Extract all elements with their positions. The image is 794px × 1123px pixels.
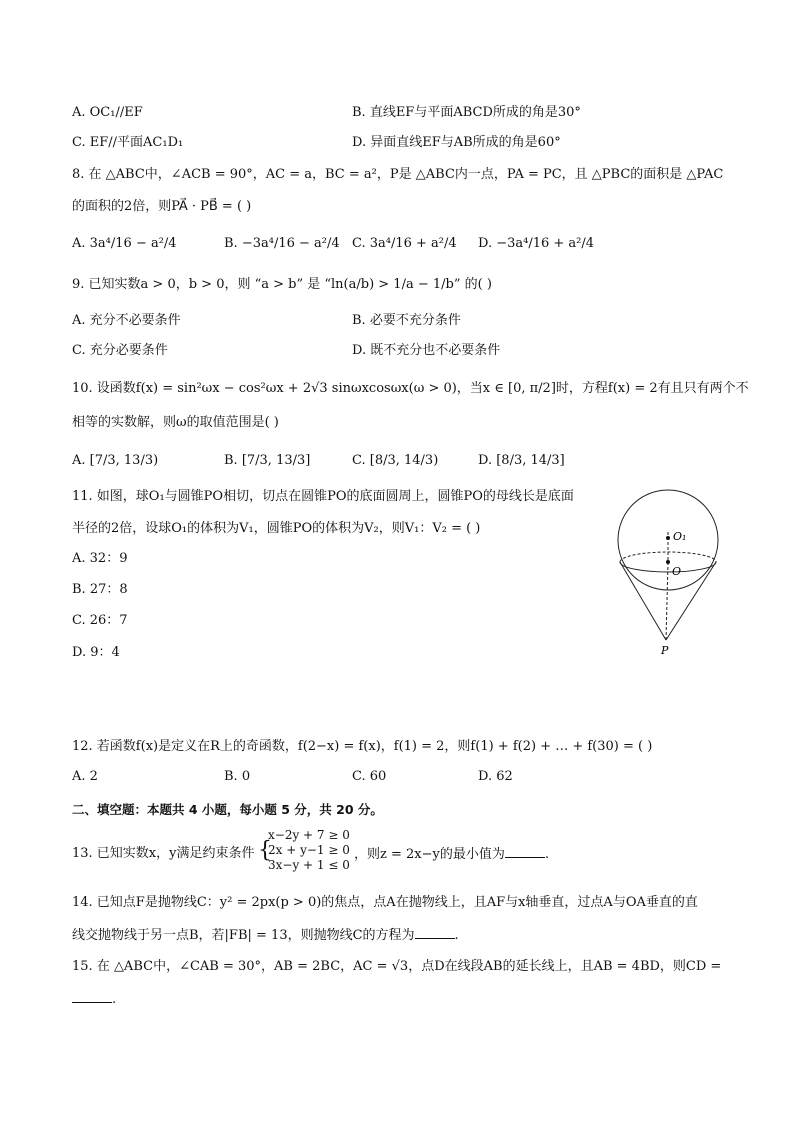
q8-option-a: A. 3a⁴/16 − a²/4 [72,236,177,251]
q8-option-b: B. −3a⁴/16 − a²/4 [224,236,340,251]
q15-stem-line2 [72,990,116,1009]
label-p: P [661,644,669,657]
q9-stem: 9. 已知实数a > 0，b > 0，则 “a > b” 是 “ln(a/b) > 1/a − 1/b” 的( ) [72,277,492,292]
q12-option-d: D. 62 [478,769,513,784]
q14-stem-line2 [72,926,459,945]
q9-option-d: D. 既不充分也不必要条件 [352,343,501,358]
q13-constraint-3: 3x−y + 1 ≤ 0 [268,858,350,872]
q11-stem-line2: 半径的2倍，设球O₁的体积为V₁，圆锥PO的体积为V₂，则V₁：V₂ = ( ) [72,521,481,536]
point-o1 [666,536,670,540]
label-o: O [672,565,682,578]
q13-brace: { [258,838,272,863]
q15-answer-blank[interactable] [72,990,112,1003]
q11-stem-line1: 11. 如图，球O₁与圆锥PO相切，切点在圆锥PO的底面圆周上，圆锥PO的母线长是底面 [72,489,574,504]
q7-option-b: B. 直线EF与平面ABCD所成的角是30° [352,105,581,120]
q9-option-c: C. 充分必要条件 [72,343,168,358]
q12-option-a: A. 2 [72,769,98,784]
q7-option-d: D. 异面直线EF与AB所成的角是60° [352,135,561,150]
q14-end: . [454,928,459,943]
sphere-cone-diagram [610,488,730,658]
q9-option-a: A. 充分不必要条件 [72,313,181,328]
q8-option-d: D. −3a⁴/16 + a²/4 [478,236,595,251]
q8-stem-line2: 的面积的2倍，则PA⃗ · PB⃗ = ( ) [72,199,252,214]
q15-stem-line1: 15. 在 △ABC中，∠CAB = 30°，AB = 2BC，AC = √3，点D在线段AB的延长线上，且AB = 4BD，则CD = [72,959,722,974]
q12-stem: 12. 若函数f(x)是定义在R上的奇函数，f(2−x) = f(x)，f(1) = 2，则f(1) + f(2) + … + f(30) = ( ) [72,739,653,754]
sphere-cone-figure [610,488,730,658]
label-o1: O₁ [673,530,687,543]
q11-option-a: A. 32：9 [72,551,128,566]
q12-option-b: B. 0 [224,769,251,784]
q14-answer-blank[interactable] [415,926,455,939]
q15-end: . [112,992,117,1007]
cone-axis [666,562,668,640]
q13-suffix-text: ，则z = 2x−y的最小值为 [354,847,505,862]
q8-option-c: C. 3a⁴/16 + a²/4 [352,236,457,251]
q7-option-a: A. OC₁//EF [72,105,143,120]
q10-option-b: B. [7/3, 13/3] [224,453,311,468]
section-2-header: 二、填空题：本题共 4 小题，每小题 5 分，共 20 分。 [72,802,383,817]
q11-option-c: C. 26：7 [72,613,128,628]
q10-stem-line1: 10. 设函数f(x) = sin²ωx − cos²ωx + 2√3 sinωxcosωx(ω > 0)，当x ∈ [0, π/2]时，方程f(x) = 2有且只有两个不 [72,381,749,396]
q8-stem-line1: 8. 在 △ABC中，∠ACB = 90°，AC = a，BC = a²，P是 △ABC内一点，PA = PC，且 △PBC的面积是 △PAC [72,167,724,182]
q14-stem-line1: 14. 已知点F是抛物线C：y² = 2px(p > 0)的焦点，点A在抛物线上，且AF与x轴垂直，过点A与OA垂直的直 [72,895,698,910]
q13-suffix [354,845,549,864]
q11-option-d: D. 9：4 [72,645,120,660]
q13-constraint-1: x−2y + 7 ≥ 0 [268,828,350,842]
q10-option-d: D. [8/3, 14/3] [478,453,565,468]
q13-constraint-2: 2x + y−1 ≥ 0 [268,843,350,857]
q10-option-a: A. [7/3, 13/3) [72,453,159,468]
point-o [666,560,670,564]
q13-answer-blank[interactable] [505,845,545,858]
q14-stem-line2-text: 线交抛物线于另一点B，若|FB| = 13，则抛物线C的方程为 [72,928,415,943]
q11-option-b: B. 27：8 [72,582,128,597]
q12-option-c: C. 60 [352,769,387,784]
q10-stem-line2: 相等的实数解，则ω的取值范围是( ) [72,415,279,430]
cone-generatrix-left [620,562,666,640]
q13-prefix: 13. 已知实数x，y满足约束条件 [72,846,255,861]
q13-end: . [544,847,549,862]
q10-option-c: C. [8/3, 14/3) [352,453,439,468]
q7-option-c: C. EF//平面AC₁D₁ [72,135,184,150]
q9-option-b: B. 必要不充分条件 [352,313,461,328]
